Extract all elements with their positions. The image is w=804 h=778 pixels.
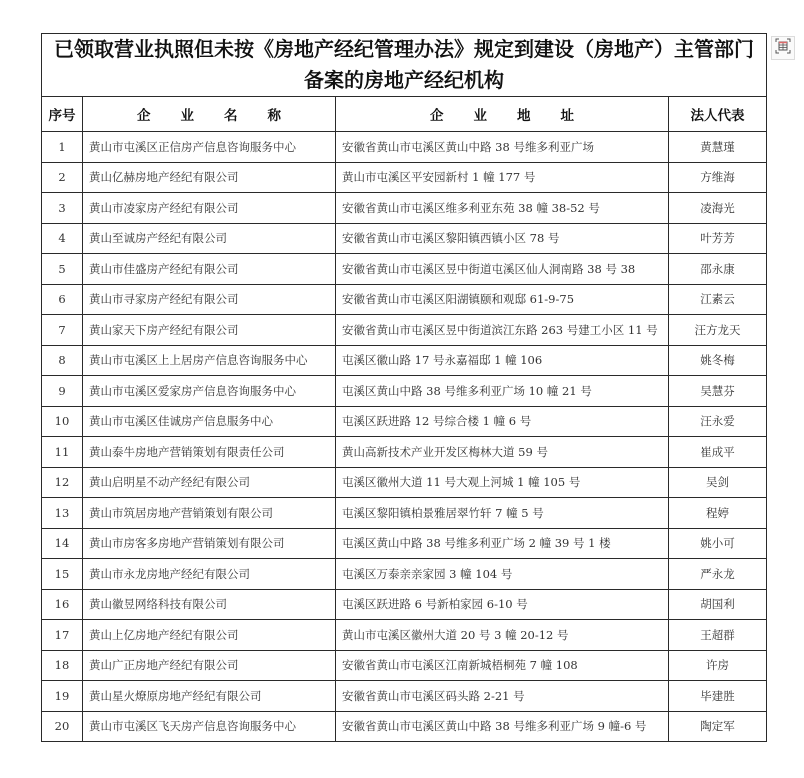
row-number: 9 [42,376,83,407]
row-number: 8 [42,345,83,376]
company-address: 安徽省黄山市屯溪区昱中街道屯溪区仙人洞南路 38 号 38 [336,254,669,285]
company-address: 安徽省黄山市屯溪区黄山中路 38 号维多利亚广场 [336,132,669,163]
company-address: 屯溪区徽州大道 11 号大观上河城 1 幢 105 号 [336,467,669,498]
company-address: 安徽省黄山市屯溪区码头路 2-21 号 [336,681,669,712]
company-address: 安徽省黄山市屯溪区黄山中路 38 号维多利亚广场 9 幢-6 号 [336,711,669,742]
header-address: 企业地址 [336,97,669,132]
title-row [42,34,767,97]
table-row [42,132,767,163]
row-number: 1 [42,132,83,163]
table-row [42,193,767,224]
header-rep: 法人代表 [669,97,767,132]
row-number: 6 [42,284,83,315]
row-number: 12 [42,467,83,498]
legal-representative: 方维海 [669,162,767,193]
table-row [42,406,767,437]
legal-representative: 胡国利 [669,589,767,620]
table-row [42,528,767,559]
table-row [42,498,767,529]
table-row [42,254,767,285]
table-row [42,437,767,468]
legal-representative: 王超群 [669,620,767,651]
company-name: 黄山广正房地产经纪有限公司 [83,650,336,681]
company-name: 黄山市屯溪区正信房产信息咨询服务中心 [83,132,336,163]
table-row [42,315,767,346]
company-name: 黄山市屯溪区飞天房产信息咨询服务中心 [83,711,336,742]
title-line-2: 备案的房地产经纪机构 [304,68,504,92]
table-row [42,223,767,254]
legal-representative: 吴慧芬 [669,376,767,407]
legal-representative: 汪永爱 [669,406,767,437]
table-row [42,620,767,651]
legal-representative: 崔成平 [669,437,767,468]
legal-representative: 黄慧瑾 [669,132,767,163]
title-line-1: 已领取营业执照但未按《房地产经纪管理办法》规定到建设（房地产）主管部门 [54,37,754,61]
company-address: 黄山市屯溪区徽州大道 20 号 3 幢 20-12 号 [336,620,669,651]
table-view-icon [775,38,791,58]
row-number: 13 [42,498,83,529]
company-address: 安徽省黄山市屯溪区江南新城梧桐苑 7 幢 108 [336,650,669,681]
company-address: 屯溪区万泰亲亲家园 3 幢 104 号 [336,559,669,590]
legal-representative: 严永龙 [669,559,767,590]
company-name: 黄山上亿房地产经纪有限公司 [83,620,336,651]
table-view-toggle-button[interactable] [771,36,795,60]
company-name: 黄山市屯溪区爱家房产信息咨询服务中心 [83,376,336,407]
row-number: 17 [42,620,83,651]
legal-representative: 姚冬梅 [669,345,767,376]
legal-representative: 毕建胜 [669,681,767,712]
agency-table [41,33,767,742]
row-number: 18 [42,650,83,681]
company-address: 屯溪区黄山中路 38 号维多利亚广场 10 幢 21 号 [336,376,669,407]
legal-representative: 凌海光 [669,193,767,224]
company-address: 黄山高新技术产业开发区梅林大道 59 号 [336,437,669,468]
table-row [42,681,767,712]
row-number: 19 [42,681,83,712]
legal-representative: 许房 [669,650,767,681]
legal-representative: 叶芳芳 [669,223,767,254]
company-address: 安徽省黄山市屯溪区昱中街道滨江东路 263 号建工小区 11 号 [336,315,669,346]
table-row [42,559,767,590]
company-name: 黄山市凌家房产经纪有限公司 [83,193,336,224]
legal-representative: 吴剑 [669,467,767,498]
legal-representative: 邵永康 [669,254,767,285]
table-row [42,162,767,193]
row-number: 2 [42,162,83,193]
legal-representative: 江素云 [669,284,767,315]
row-number: 7 [42,315,83,346]
legal-representative: 姚小可 [669,528,767,559]
company-name: 黄山家天下房产经纪有限公司 [83,315,336,346]
company-address: 安徽省黄山市屯溪区阳湖镇颐和观邸 61-9-75 [336,284,669,315]
row-number: 3 [42,193,83,224]
company-name: 黄山徽昱网络科技有限公司 [83,589,336,620]
row-number: 4 [42,223,83,254]
legal-representative: 陶定军 [669,711,767,742]
company-address: 屯溪区跃进路 12 号综合楼 1 幢 6 号 [336,406,669,437]
company-address: 屯溪区跃进路 6 号新柏家园 6-10 号 [336,589,669,620]
row-number: 20 [42,711,83,742]
company-name: 黄山至诚房产经纪有限公司 [83,223,336,254]
row-number: 16 [42,589,83,620]
header-row [42,97,767,132]
company-name: 黄山星火燎原房地产经纪有限公司 [83,681,336,712]
row-number: 11 [42,437,83,468]
table-row [42,711,767,742]
table-row [42,589,767,620]
table-row [42,345,767,376]
header-no: 序号 [42,97,83,132]
row-number: 10 [42,406,83,437]
table-row [42,284,767,315]
company-name: 黄山泰牛房地产营销策划有限责任公司 [83,437,336,468]
row-number: 14 [42,528,83,559]
company-name: 黄山市永龙房地产经纪有限公司 [83,559,336,590]
table-row [42,467,767,498]
company-name: 黄山市佳盛房产经纪有限公司 [83,254,336,285]
company-name: 黄山亿赫房地产经纪有限公司 [83,162,336,193]
document-title [42,34,767,97]
company-name: 黄山市屯溪区上上居房产信息咨询服务中心 [83,345,336,376]
company-name: 黄山启明星不动产经纪有限公司 [83,467,336,498]
company-address: 安徽省黄山市屯溪区黎阳镇西镇小区 78 号 [336,223,669,254]
company-name: 黄山市房客多房地产营销策划有限公司 [83,528,336,559]
company-address: 安徽省黄山市屯溪区维多利亚东苑 38 幢 38-52 号 [336,193,669,224]
company-address: 屯溪区徽山路 17 号永嘉福邸 1 幢 106 [336,345,669,376]
header-name: 企业名称 [83,97,336,132]
legal-representative: 程婷 [669,498,767,529]
row-number: 15 [42,559,83,590]
legal-representative: 汪方龙天 [669,315,767,346]
company-address: 屯溪区黄山中路 38 号维多利亚广场 2 幢 39 号 1 楼 [336,528,669,559]
row-number: 5 [42,254,83,285]
company-name: 黄山市筑居房地产营销策划有限公司 [83,498,336,529]
company-name: 黄山市屯溪区佳诚房产信息服务中心 [83,406,336,437]
table-row [42,376,767,407]
company-name: 黄山市寻家房产经纪有限公司 [83,284,336,315]
company-address: 屯溪区黎阳镇柏景雅居翠竹轩 7 幢 5 号 [336,498,669,529]
company-address: 黄山市屯溪区平安园新村 1 幢 177 号 [336,162,669,193]
table-row [42,650,767,681]
